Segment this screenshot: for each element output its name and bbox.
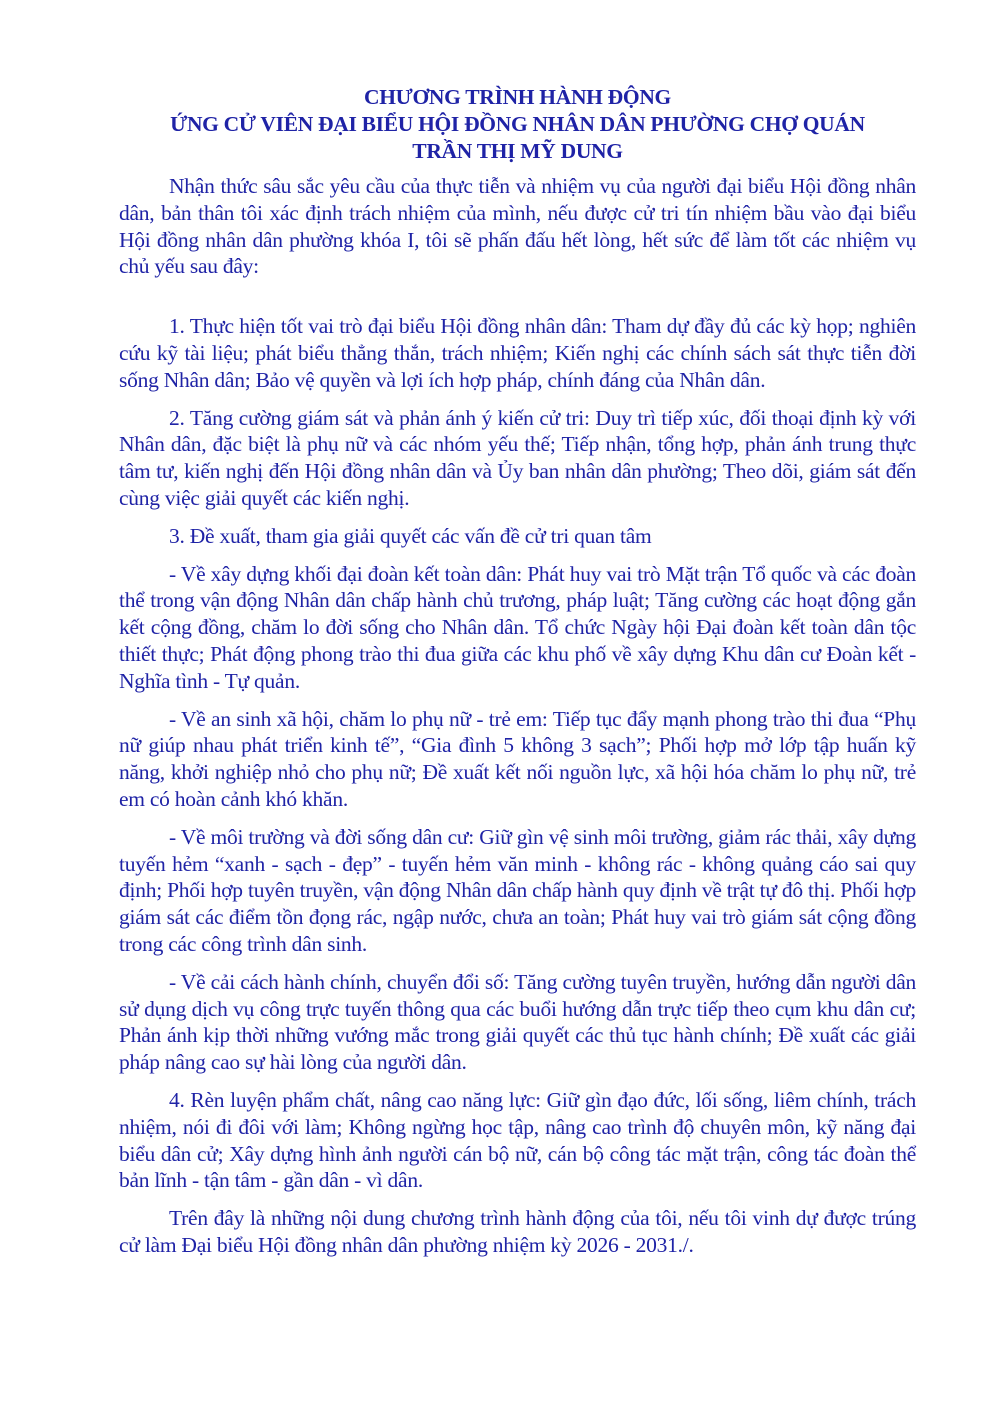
document-page (119, 84, 916, 1259)
closing-paragraph: Trên đây là những nội dung chương trình hành động của tôi, nếu tôi vinh dự được trúng cử làm Đại biểu Hội đồng nhân dân phường nhiệm kỳ 2026 - 2031./. (119, 1206, 916, 1257)
task-3-admin-reform-paragraph: - Về cải cách hành chính, chuyển đổi số: Tăng cường tuyên truyền, hướng dẫn người dân sử dụng dịch vụ công trực tuyến thông qua các buổi hướng dẫn trực tiếp theo cụm khu dân cư; Phản ánh kịp thời những vướng mắc trong giải quyết các thủ tục hành chính; Đề xuất các giải pháp nâng cao sự hài lòng của người dân. (119, 969, 916, 1075)
task-1-paragraph: 1. Thực hiện tốt vai trò đại biểu Hội đồng nhân dân: Tham dự đầy đủ các kỳ họp; nghiên cứu kỹ tài liệu; phát biểu thẳng thắn, trách nhiệm; Kiến nghị các chính sách sát thực tiễn đời sống Nhân dân; Bảo vệ quyền và lợi ích hợp pháp, chính đáng của Nhân dân. (119, 314, 916, 392)
title-line-name: TRẦN THỊ MỸ DUNG (412, 139, 623, 163)
task-4-paragraph: 4. Rèn luyện phẩm chất, nâng cao năng lực: Giữ gìn đạo đức, lối sống, liêm chính, trách nhiệm, nói đi đôi với làm; Không ngừng học tập, nâng cao trình độ chuyên môn, kỹ năng đại biểu dân cử; Xây dựng hình ảnh người cán bộ nữ, cán bộ công tác mặt trận, công tác đoàn thể bản lĩnh - tận tâm - gần dân - vì dân. (119, 1087, 916, 1193)
title-line-program: CHƯƠNG TRÌNH HÀNH ĐỘNG (364, 85, 671, 109)
task-3-solidarity-paragraph: - Về xây dựng khối đại đoàn kết toàn dân: Phát huy vai trò Mặt trận Tổ quốc và các đoàn thể trong vận động Nhân dân chấp hành chủ trương, pháp luật; Tăng cường các hoạt động gắn kết cộng đồng, chăm lo đời sống cho Nhân dân. Tổ chức Ngày hội Đại đoàn kết toàn dân tộc thiết thực; Phát động phong trào thi đua giữa các khu phố về xây dựng Khu dân cư Đoàn kết - Nghĩa tình - Tự quản. (119, 561, 916, 693)
task-3-social-welfare-paragraph: - Về an sinh xã hội, chăm lo phụ nữ - trẻ em: Tiếp tục đẩy mạnh phong trào thi đua “Phụ nữ giúp nhau phát triển kinh tế”, “Gia đình 5 không 3 sạch”; Phối hợp mở lớp tập huấn kỹ năng, khởi nghiệp nhỏ cho phụ nữ; Đề xuất kết nối nguồn lực, xã hội hóa chăm lo phụ nữ, trẻ em có hoàn cảnh khó khăn. (119, 706, 916, 811)
task-3-environment-paragraph: - Về môi trường và đời sống dân cư: Giữ gìn vệ sinh môi trường, giảm rác thải, xây dựng tuyến hẻm “xanh - sạch - đẹp” - tuyến hẻm văn minh - không rác - không quảng cáo sai quy định; Phối hợp tuyên truyền, vận động Nhân dân chấp hành quy định về trật tự đô thị. Phối hợp giám sát các điểm tồn đọng rác, ngập nước, chưa an toàn; Phát huy vai trò giám sát cộng đồng trong các công trình dân sinh. (119, 824, 916, 956)
task-3-heading: 3. Đề xuất, tham gia giải quyết các vấn đề cử tri quan tâm (169, 523, 652, 548)
intro-paragraph: Nhận thức sâu sắc yêu cầu của thực tiễn và nhiệm vụ của người đại biểu Hội đồng nhân dân, bản thân tôi xác định trách nhiệm của mình, nếu được cử tri tín nhiệm bầu vào đại biểu Hội đồng nhân dân phường khóa I, tôi sẽ phấn đấu hết lòng, hết sức để làm tốt các nhiệm vụ chủ yếu sau đây: (119, 174, 916, 279)
title-line-candidate: ỨNG CỬ VIÊN ĐẠI BIỂU HỘI ĐỒNG NHÂN DÂN PHƯỜNG CHỢ QUÁN (170, 112, 865, 136)
task-2-paragraph: 2. Tăng cường giám sát và phản ánh ý kiến cử tri: Duy trì tiếp xúc, đối thoại định kỳ với Nhân dân, đặc biệt là phụ nữ và các nhóm yếu thế; Tiếp nhận, tổng hợp, phản ánh trung thực tâm tư, kiến nghị đến Hội đồng nhân dân và Ủy ban nhân dân phường; Theo dõi, giám sát đến cùng việc giải quyết các kiến nghị. (119, 405, 916, 510)
document-title (119, 84, 916, 165)
